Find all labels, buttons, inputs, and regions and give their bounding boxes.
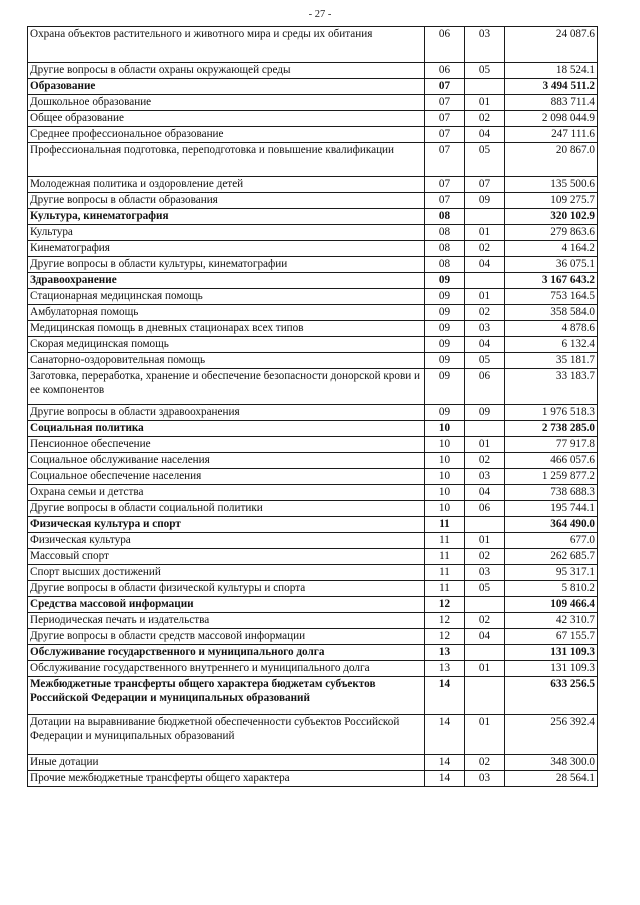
row-name: Обслуживание государственного и муниципального долга xyxy=(28,645,425,661)
row-subsection-code: 02 xyxy=(465,111,505,127)
row-amount: 5 810.2 xyxy=(505,581,598,597)
page-number: - 27 - xyxy=(308,9,332,20)
table-row xyxy=(28,127,598,143)
row-subsection-code: 01 xyxy=(465,715,505,755)
row-section-code: 11 xyxy=(425,517,465,533)
table-row xyxy=(28,469,598,485)
row-subsection-code: 05 xyxy=(465,143,505,177)
row-amount: 358 584.0 xyxy=(505,305,598,321)
table-row xyxy=(28,533,598,549)
row-name: Другие вопросы в области социальной политики xyxy=(28,501,425,517)
row-name: Межбюджетные трансферты общего характера бюджетам субъектов Российской Федерации и муниципальных образований xyxy=(28,677,425,715)
row-name: Социальное обслуживание населения xyxy=(28,453,425,469)
row-name: Прочие межбюджетные трансферты общего характера xyxy=(28,771,425,787)
row-section-code: 09 xyxy=(425,405,465,421)
row-name: Заготовка, переработка, хранение и обеспечение безопасности донорской крови и ее компонентов xyxy=(28,369,425,405)
row-name: Другие вопросы в области средств массовой информации xyxy=(28,629,425,645)
row-amount: 109 466.4 xyxy=(505,597,598,613)
row-name: Скорая медицинская помощь xyxy=(28,337,425,353)
row-section-code: 11 xyxy=(425,549,465,565)
row-section-code: 09 xyxy=(425,337,465,353)
row-name: Спорт высших достижений xyxy=(28,565,425,581)
row-subsection-code: 02 xyxy=(465,549,505,565)
table-row xyxy=(28,421,598,437)
row-name: Социальное обеспечение населения xyxy=(28,469,425,485)
row-subsection-code xyxy=(465,597,505,613)
row-section-code: 07 xyxy=(425,127,465,143)
row-section-code: 08 xyxy=(425,225,465,241)
row-subsection-code: 07 xyxy=(465,177,505,193)
row-subsection-code: 01 xyxy=(465,225,505,241)
row-amount: 67 155.7 xyxy=(505,629,598,645)
row-amount: 633 256.5 xyxy=(505,677,598,715)
row-subsection-code: 05 xyxy=(465,63,505,79)
row-name: Культура xyxy=(28,225,425,241)
row-subsection-code: 02 xyxy=(465,755,505,771)
row-amount: 18 524.1 xyxy=(505,63,598,79)
row-subsection-code xyxy=(465,273,505,289)
row-section-code: 07 xyxy=(425,79,465,95)
row-subsection-code: 04 xyxy=(465,629,505,645)
row-name: Медицинская помощь в дневных стационарах всех типов xyxy=(28,321,425,337)
row-section-code: 12 xyxy=(425,597,465,613)
row-section-code: 09 xyxy=(425,321,465,337)
row-subsection-code: 02 xyxy=(465,305,505,321)
table-row xyxy=(28,771,598,787)
table-row xyxy=(28,305,598,321)
table-row xyxy=(28,645,598,661)
row-section-code: 13 xyxy=(425,661,465,677)
row-section-code: 10 xyxy=(425,437,465,453)
row-amount: 28 564.1 xyxy=(505,771,598,787)
row-section-code: 10 xyxy=(425,421,465,437)
row-section-code: 09 xyxy=(425,289,465,305)
row-amount: 131 109.3 xyxy=(505,645,598,661)
row-section-code: 13 xyxy=(425,645,465,661)
table-row xyxy=(28,27,598,63)
row-subsection-code: 02 xyxy=(465,241,505,257)
row-subsection-code: 06 xyxy=(465,369,505,405)
row-name: Кинематография xyxy=(28,241,425,257)
row-subsection-code: 05 xyxy=(465,581,505,597)
row-section-code: 08 xyxy=(425,209,465,225)
row-section-code: 10 xyxy=(425,469,465,485)
row-amount: 2 738 285.0 xyxy=(505,421,598,437)
row-subsection-code: 03 xyxy=(465,771,505,787)
row-section-code: 08 xyxy=(425,241,465,257)
table-row xyxy=(28,79,598,95)
row-name: Физическая культура и спорт xyxy=(28,517,425,533)
row-section-code: 10 xyxy=(425,501,465,517)
row-amount: 256 392.4 xyxy=(505,715,598,755)
table-row xyxy=(28,111,598,127)
table-row xyxy=(28,273,598,289)
row-subsection-code: 04 xyxy=(465,485,505,501)
table-row xyxy=(28,241,598,257)
row-amount: 36 075.1 xyxy=(505,257,598,273)
table-row xyxy=(28,353,598,369)
row-amount: 6 132.4 xyxy=(505,337,598,353)
row-amount: 320 102.9 xyxy=(505,209,598,225)
row-amount: 262 685.7 xyxy=(505,549,598,565)
row-section-code: 11 xyxy=(425,565,465,581)
row-name: Физическая культура xyxy=(28,533,425,549)
row-name: Социальная политика xyxy=(28,421,425,437)
row-amount: 279 863.6 xyxy=(505,225,598,241)
row-amount: 677.0 xyxy=(505,533,598,549)
row-section-code: 09 xyxy=(425,369,465,405)
row-section-code: 06 xyxy=(425,27,465,63)
row-section-code: 07 xyxy=(425,177,465,193)
row-name: Другие вопросы в области охраны окружающей среды xyxy=(28,63,425,79)
row-name: Другие вопросы в области образования xyxy=(28,193,425,209)
row-name: Периодическая печать и издательства xyxy=(28,613,425,629)
row-subsection-code: 01 xyxy=(465,437,505,453)
table-row xyxy=(28,289,598,305)
table-row xyxy=(28,517,598,533)
row-amount: 109 275.7 xyxy=(505,193,598,209)
row-name: Охрана объектов растительного и животного мира и среды их обитания xyxy=(28,27,425,63)
row-amount: 738 688.3 xyxy=(505,485,598,501)
row-section-code: 12 xyxy=(425,629,465,645)
row-subsection-code xyxy=(465,209,505,225)
row-section-code: 07 xyxy=(425,143,465,177)
table-row xyxy=(28,95,598,111)
row-amount: 2 098 044.9 xyxy=(505,111,598,127)
row-name: Амбулаторная помощь xyxy=(28,305,425,321)
table-row xyxy=(28,715,598,755)
row-subsection-code: 02 xyxy=(465,453,505,469)
row-subsection-code: 01 xyxy=(465,289,505,305)
row-name: Профессиональная подготовка, переподготовка и повышение квалификации xyxy=(28,143,425,177)
row-amount: 4 164.2 xyxy=(505,241,598,257)
row-section-code: 08 xyxy=(425,257,465,273)
row-section-code: 07 xyxy=(425,111,465,127)
table-row xyxy=(28,755,598,771)
row-section-code: 10 xyxy=(425,485,465,501)
row-name: Другие вопросы в области культуры, кинематографии xyxy=(28,257,425,273)
row-name: Дотации на выравнивание бюджетной обеспеченности субъектов Российской Федерации и муниципальных образований xyxy=(28,715,425,755)
row-name: Дошкольное образование xyxy=(28,95,425,111)
table-row xyxy=(28,613,598,629)
row-amount: 4 878.6 xyxy=(505,321,598,337)
row-section-code: 14 xyxy=(425,771,465,787)
table-row xyxy=(28,453,598,469)
table-row xyxy=(28,143,598,177)
row-subsection-code: 03 xyxy=(465,321,505,337)
row-name: Молодежная политика и оздоровление детей xyxy=(28,177,425,193)
row-name: Средства массовой информации xyxy=(28,597,425,613)
row-amount: 195 744.1 xyxy=(505,501,598,517)
row-name: Охрана семьи и детства xyxy=(28,485,425,501)
row-subsection-code: 05 xyxy=(465,353,505,369)
row-subsection-code: 03 xyxy=(465,27,505,63)
row-section-code: 09 xyxy=(425,353,465,369)
row-amount: 466 057.6 xyxy=(505,453,598,469)
row-amount: 20 867.0 xyxy=(505,143,598,177)
row-name: Пенсионное обеспечение xyxy=(28,437,425,453)
row-section-code: 06 xyxy=(425,63,465,79)
table-row xyxy=(28,661,598,677)
row-amount: 1 976 518.3 xyxy=(505,405,598,421)
row-name: Общее образование xyxy=(28,111,425,127)
row-subsection-code: 09 xyxy=(465,405,505,421)
row-amount: 33 183.7 xyxy=(505,369,598,405)
row-subsection-code xyxy=(465,421,505,437)
row-subsection-code xyxy=(465,79,505,95)
row-name: Обслуживание государственного внутреннего и муниципального долга xyxy=(28,661,425,677)
row-subsection-code: 01 xyxy=(465,95,505,111)
row-section-code: 10 xyxy=(425,453,465,469)
row-amount: 24 087.6 xyxy=(505,27,598,63)
row-section-code: 14 xyxy=(425,677,465,715)
table-row xyxy=(28,225,598,241)
table-row xyxy=(28,405,598,421)
row-section-code: 12 xyxy=(425,613,465,629)
row-name: Массовый спорт xyxy=(28,549,425,565)
row-amount: 753 164.5 xyxy=(505,289,598,305)
table-row xyxy=(28,501,598,517)
row-amount: 35 181.7 xyxy=(505,353,598,369)
table-row xyxy=(28,257,598,273)
row-section-code: 09 xyxy=(425,273,465,289)
table-row xyxy=(28,177,598,193)
row-amount: 42 310.7 xyxy=(505,613,598,629)
row-amount: 3 494 511.2 xyxy=(505,79,598,95)
row-subsection-code: 02 xyxy=(465,613,505,629)
row-name: Иные дотации xyxy=(28,755,425,771)
row-subsection-code xyxy=(465,645,505,661)
row-name: Стационарная медицинская помощь xyxy=(28,289,425,305)
row-section-code: 14 xyxy=(425,755,465,771)
table-row xyxy=(28,369,598,405)
row-name: Здравоохранение xyxy=(28,273,425,289)
row-amount: 131 109.3 xyxy=(505,661,598,677)
row-name: Среднее профессиональное образование xyxy=(28,127,425,143)
row-subsection-code: 03 xyxy=(465,469,505,485)
table-row xyxy=(28,629,598,645)
row-amount: 95 317.1 xyxy=(505,565,598,581)
row-amount: 348 300.0 xyxy=(505,755,598,771)
row-subsection-code: 06 xyxy=(465,501,505,517)
row-subsection-code: 01 xyxy=(465,533,505,549)
row-subsection-code: 03 xyxy=(465,565,505,581)
table-row xyxy=(28,677,598,715)
row-section-code: 11 xyxy=(425,581,465,597)
row-amount: 247 111.6 xyxy=(505,127,598,143)
table-row xyxy=(28,63,598,79)
row-section-code: 07 xyxy=(425,193,465,209)
budget-table xyxy=(27,26,598,787)
row-amount: 77 917.8 xyxy=(505,437,598,453)
table-row xyxy=(28,565,598,581)
row-amount: 135 500.6 xyxy=(505,177,598,193)
row-section-code: 07 xyxy=(425,95,465,111)
row-amount: 364 490.0 xyxy=(505,517,598,533)
row-amount: 883 711.4 xyxy=(505,95,598,111)
row-section-code: 14 xyxy=(425,715,465,755)
row-name: Другие вопросы в области физической культуры и спорта xyxy=(28,581,425,597)
table-row xyxy=(28,321,598,337)
row-subsection-code: 04 xyxy=(465,257,505,273)
table-row xyxy=(28,581,598,597)
row-name: Санаторно-оздоровительная помощь xyxy=(28,353,425,369)
row-subsection-code: 04 xyxy=(465,337,505,353)
row-subsection-code: 09 xyxy=(465,193,505,209)
row-subsection-code: 01 xyxy=(465,661,505,677)
row-amount: 1 259 877.2 xyxy=(505,469,598,485)
row-subsection-code: 04 xyxy=(465,127,505,143)
table-row xyxy=(28,549,598,565)
table-row xyxy=(28,337,598,353)
row-name: Образование xyxy=(28,79,425,95)
row-name: Другие вопросы в области здравоохранения xyxy=(28,405,425,421)
row-amount: 3 167 643.2 xyxy=(505,273,598,289)
budget-rows xyxy=(28,27,598,787)
table-row xyxy=(28,597,598,613)
table-row xyxy=(28,193,598,209)
row-name: Культура, кинематография xyxy=(28,209,425,225)
row-subsection-code xyxy=(465,677,505,715)
row-section-code: 09 xyxy=(425,305,465,321)
table-row xyxy=(28,209,598,225)
table-row xyxy=(28,437,598,453)
table-row xyxy=(28,485,598,501)
row-section-code: 11 xyxy=(425,533,465,549)
row-subsection-code xyxy=(465,517,505,533)
